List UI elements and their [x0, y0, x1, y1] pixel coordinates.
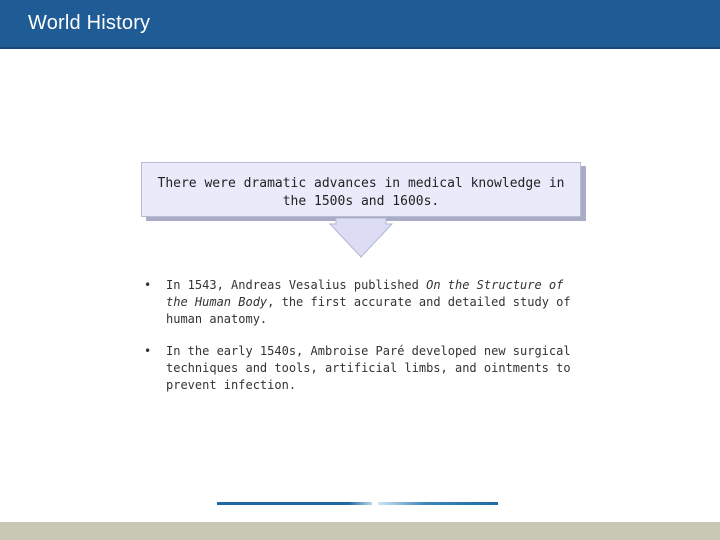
bullet-text-end: , the first accurate and detailed study of human anatomy.: [166, 295, 571, 326]
bullet-marker: •: [144, 344, 152, 358]
decorative-rule-right: [378, 502, 498, 505]
slide-title: World History: [28, 12, 151, 34]
decorative-rule-left: [217, 502, 372, 505]
footer-bar: [0, 522, 720, 540]
bullet-text-start: In 1543, Andreas Vesalius published: [166, 278, 427, 292]
callout-text: There were dramatic advances in medical knowledge in the 1500s and 1600s.: [157, 176, 565, 209]
callout-box: [141, 162, 581, 217]
bullet-item: [144, 277, 574, 328]
title-bar: [0, 0, 720, 49]
bullet-list: [144, 277, 574, 409]
bullet-marker: •: [144, 278, 152, 292]
bullet-text: In the early 1540s, Ambroise Paré developed new surgical techniques and tools, artificial limbs, and ointments to prevent infection.: [166, 344, 571, 392]
down-arrow-icon: [328, 218, 394, 260]
book-title: On the Structure of the Human Body: [166, 278, 564, 309]
bullet-item: [144, 343, 574, 394]
